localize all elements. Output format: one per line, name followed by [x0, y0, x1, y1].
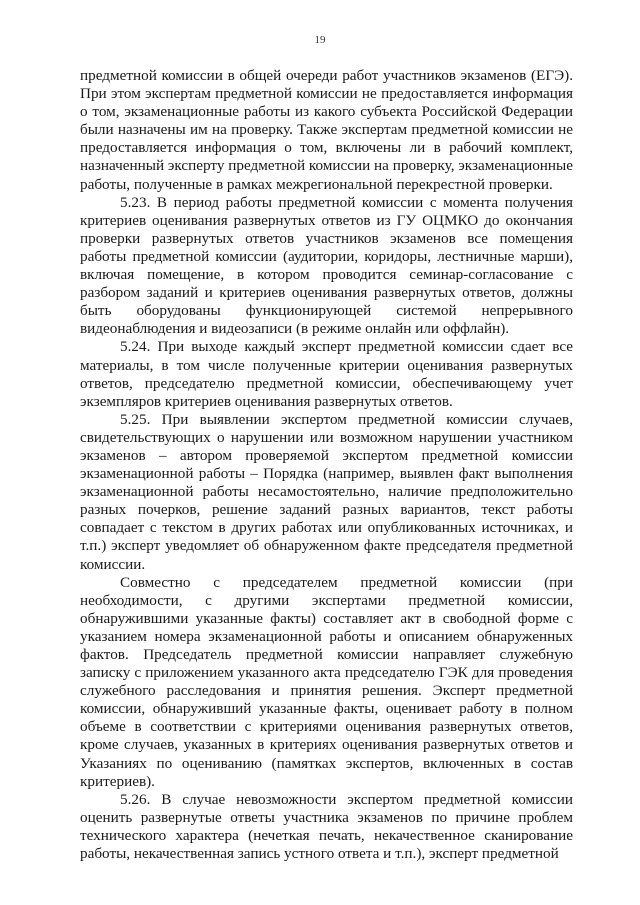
- page-number: 19: [314, 34, 326, 46]
- document-body: [80, 67, 573, 863]
- paragraph-5-25: 5.25. При выявлении экспертом предметной комиссии случаев, свидетельствующих о нарушении или возможном нарушении участником экзаменов – автором проверяемой экспертом предметной комиссии экзаменационной работы – Порядка (например, выявлен факт выполнения экзаменационной работы несамостоятельно, наличие предположительно разных почерков, решение заданий разных вариантов, текст работы совпадает с текстом в других работах или опубликованных источниках, и т.п.) эксперт уведомляет об обнаруженном факте председателя предметной комиссии.: [80, 410, 573, 573]
- paragraph-5-23: 5.23. В период работы предметной комиссии с момента получения критериев оценивания развернутых ответов из ГУ ОЦМКО до окончания проверки развернутых ответов участников экзаменов все помещения работы предметной комиссии (аудитории, коридоры, лестничные марши), включая помещение, в котором проводится семинар-согласование с разбором заданий и критериев оценивания развернутых ответов, должны быть оборудованы функционирующей системой непрерывного видеонаблюдения и видеозаписи (в режиме онлайн или оффлайн).: [80, 193, 573, 338]
- paragraph-5-26: 5.26. В случае невозможности экспертом предметной комиссии оценить развернутые ответы участника экзаменов по причине проблем технического характера (нечеткая печать, некачественное сканирование работы, некачественная запись устного ответа и т.п.), эксперт предметной: [80, 790, 573, 863]
- paragraph-continuation: предметной комиссии в общей очереди работ участников экзаменов (ЕГЭ). При этом экспертам предметной комиссии не предоставляется информация о том, экзаменационные работы из какого субъекта Российской Федерации были назначены им на проверку. Также экспертам предметной комиссии не предоставляется информация о том, включены ли в рабочий комплект, назначенный эксперту предметной комиссии на проверку, экзаменационные работы, полученные в рамках межрегиональной перекрестной проверки.: [80, 67, 573, 193]
- paragraph-5-24: 5.24. При выходе каждый эксперт предметной комиссии сдает все материалы, в том числе полученные критерии оценивания развернутых ответов, председателю предметной комиссии, обеспечивающему учет экземпляров критериев оценивания развернутых ответов.: [80, 338, 573, 410]
- paragraph-5-25-continued: Совместно с председателем предметной комиссии (при необходимости, с другими экспертами предметной комиссии, обнаружившими указанные факты) составляет акт в свободной форме с указанием номера экзаменационной работы и описанием обнаруженных фактов. Председатель предметной комиссии направляет служебную записку с приложением указанного акта председателю ГЭК для проведения служебного расследования и принятия решения. Эксперт предметной комиссии, обнаруживший указанные факты, оценивает работу в полном объеме в соответствии с критериями оценивания развернутых ответов, кроме случаев, указанных в критериях оценивания развернутых ответов и Указаниях по оцениванию (памятках экспертов, включенных в состав критериев).: [80, 573, 573, 790]
